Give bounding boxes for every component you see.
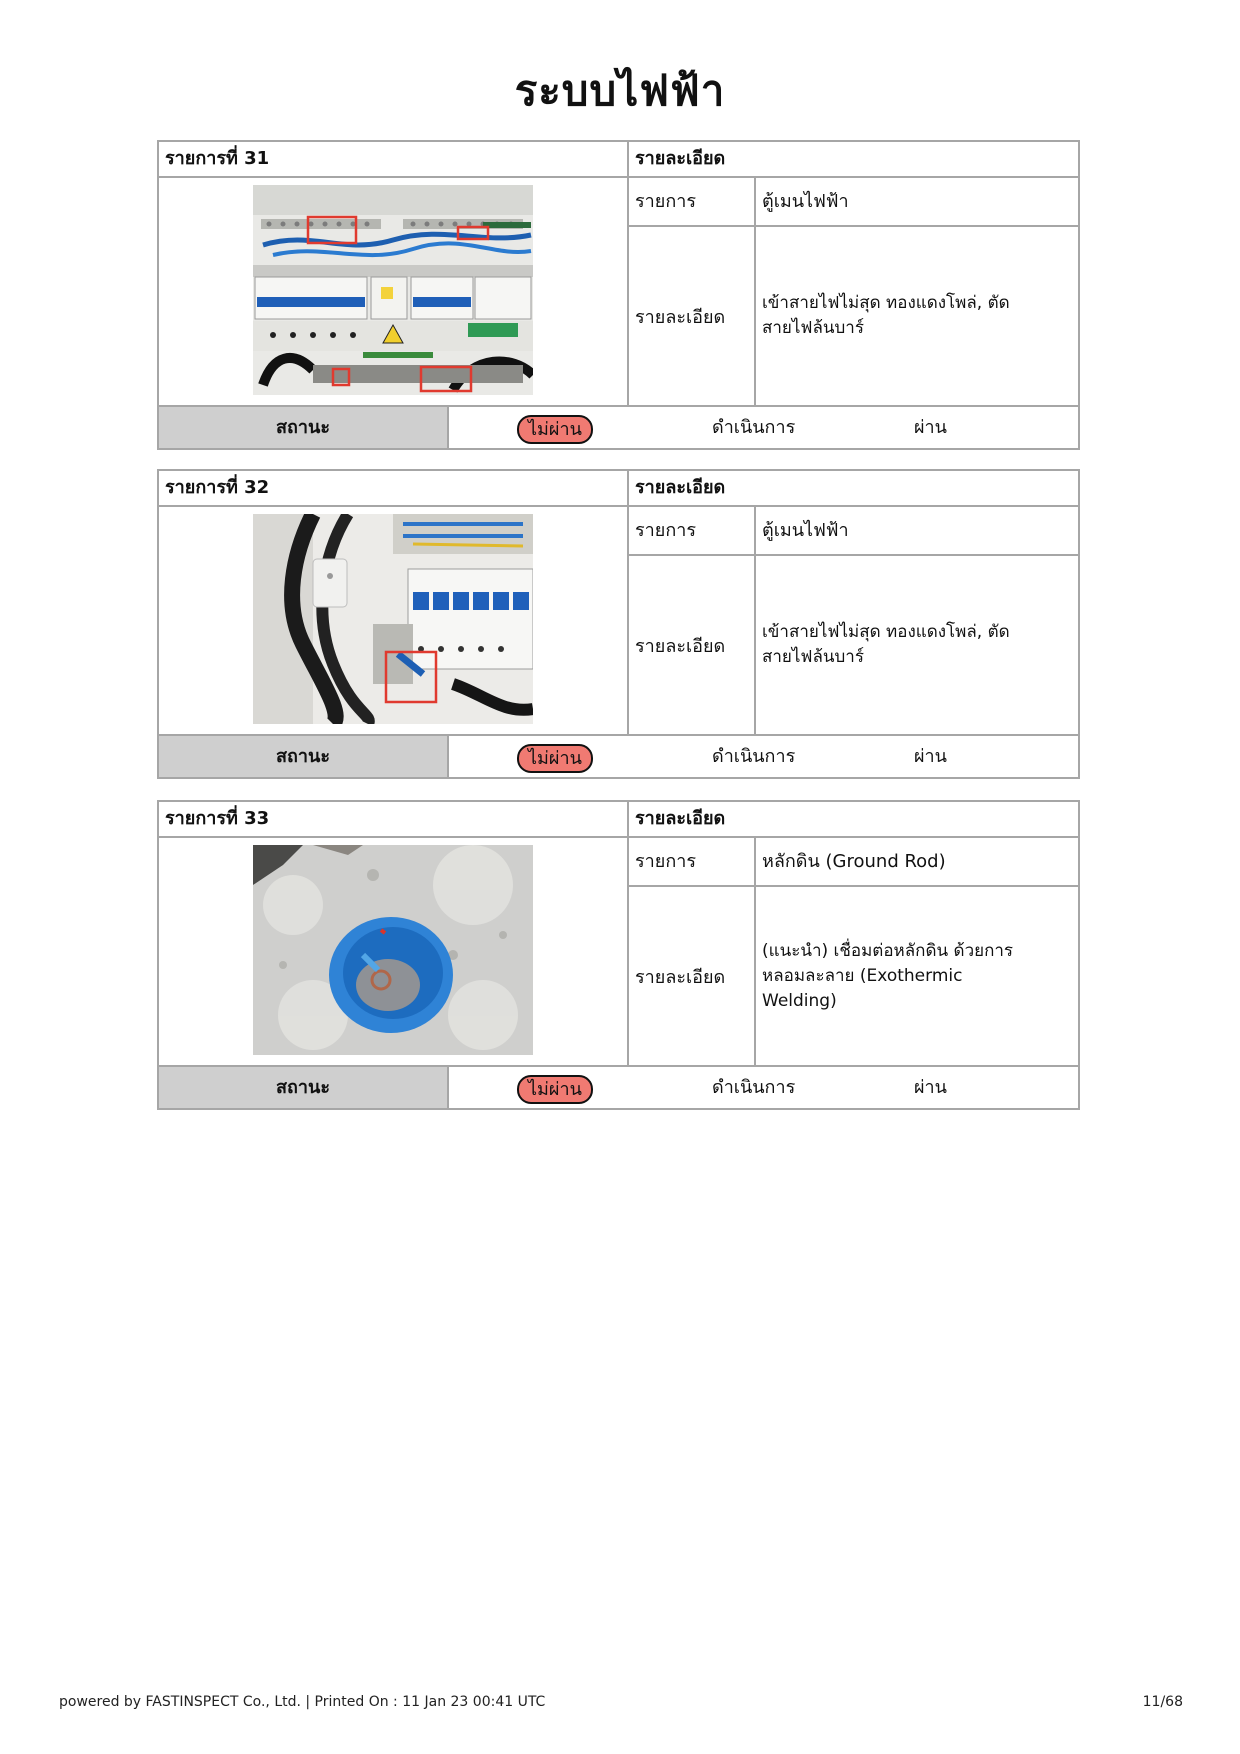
item-detail-label: รายละเอียด [629, 227, 756, 405]
item-header-row [159, 142, 1078, 178]
status-fail-badge[interactable]: ไม่ผ่าน [517, 415, 593, 444]
status-label: สถานะ [159, 1067, 449, 1108]
item-number: รายการที่ 33 [159, 802, 629, 836]
item-body-row [159, 178, 1078, 407]
inspection-photo-breaker-closeup[interactable] [253, 514, 533, 724]
item-name-value: ตู้เมนไฟฟ้า [756, 178, 1078, 227]
status-in-progress[interactable]: ดำเนินการ [712, 746, 796, 767]
inspection-photo-ground-rod[interactable] [253, 845, 533, 1055]
detail-header: รายละเอียด [635, 148, 726, 169]
item-number: รายการที่ 32 [159, 471, 629, 505]
item-detail-label: รายละเอียด [629, 556, 756, 734]
item-header-row [159, 471, 1078, 507]
item-name-label: รายการ [629, 178, 756, 227]
inspection-item-31 [157, 140, 1080, 450]
status-pass[interactable]: ผ่าน [914, 1077, 947, 1098]
inspection-item-32 [157, 469, 1080, 779]
inspection-photo-breaker-panel[interactable] [253, 185, 533, 395]
inspection-item-33 [157, 800, 1080, 1110]
item-body-row [159, 507, 1078, 736]
status-label: สถานะ [159, 736, 449, 777]
status-in-progress[interactable]: ดำเนินการ [712, 1077, 796, 1098]
footer-printed-info: powered by FASTINSPECT Co., Ltd. | Printed On : 11 Jan 23 00:41 UTC [59, 1694, 546, 1710]
status-pass[interactable]: ผ่าน [914, 417, 947, 438]
detail-header: รายละเอียด [635, 477, 726, 498]
item-detail-value: (แนะนำ) เชื่อมต่อหลักดิน ด้วยการหลอมละลาย (Exothermic Welding) [762, 940, 1014, 1011]
item-number: รายการที่ 31 [159, 142, 629, 176]
detail-header: รายละเอียด [635, 808, 726, 829]
status-row [159, 407, 1078, 448]
item-detail-value: เข้าสายไฟไม่สุด ทองแดงโพล่, ตัดสายไฟล้นบาร์ [762, 622, 1010, 667]
item-name-value: หลักดิน (Ground Rod) [756, 838, 1078, 887]
status-pass[interactable]: ผ่าน [914, 746, 947, 767]
status-fail-badge[interactable]: ไม่ผ่าน [517, 1075, 593, 1104]
item-name-label: รายการ [629, 838, 756, 887]
item-name-label: รายการ [629, 507, 756, 556]
footer-page-number: 11/68 [1142, 1694, 1183, 1710]
status-row [159, 736, 1078, 777]
photo-cell [159, 178, 629, 405]
status-fail-badge[interactable]: ไม่ผ่าน [517, 744, 593, 773]
photo-cell [159, 507, 629, 734]
item-body-row [159, 838, 1078, 1067]
status-label: สถานะ [159, 407, 449, 448]
item-detail-label: รายละเอียด [629, 887, 756, 1065]
page-title: ระบบไฟฟ้า [514, 66, 726, 115]
status-row [159, 1067, 1078, 1108]
item-detail-value: เข้าสายไฟไม่สุด ทองแดงโพล่, ตัดสายไฟล้นบาร์ [762, 293, 1010, 338]
status-in-progress[interactable]: ดำเนินการ [712, 417, 796, 438]
item-header-row [159, 802, 1078, 838]
item-name-value: ตู้เมนไฟฟ้า [756, 507, 1078, 556]
photo-cell [159, 838, 629, 1065]
